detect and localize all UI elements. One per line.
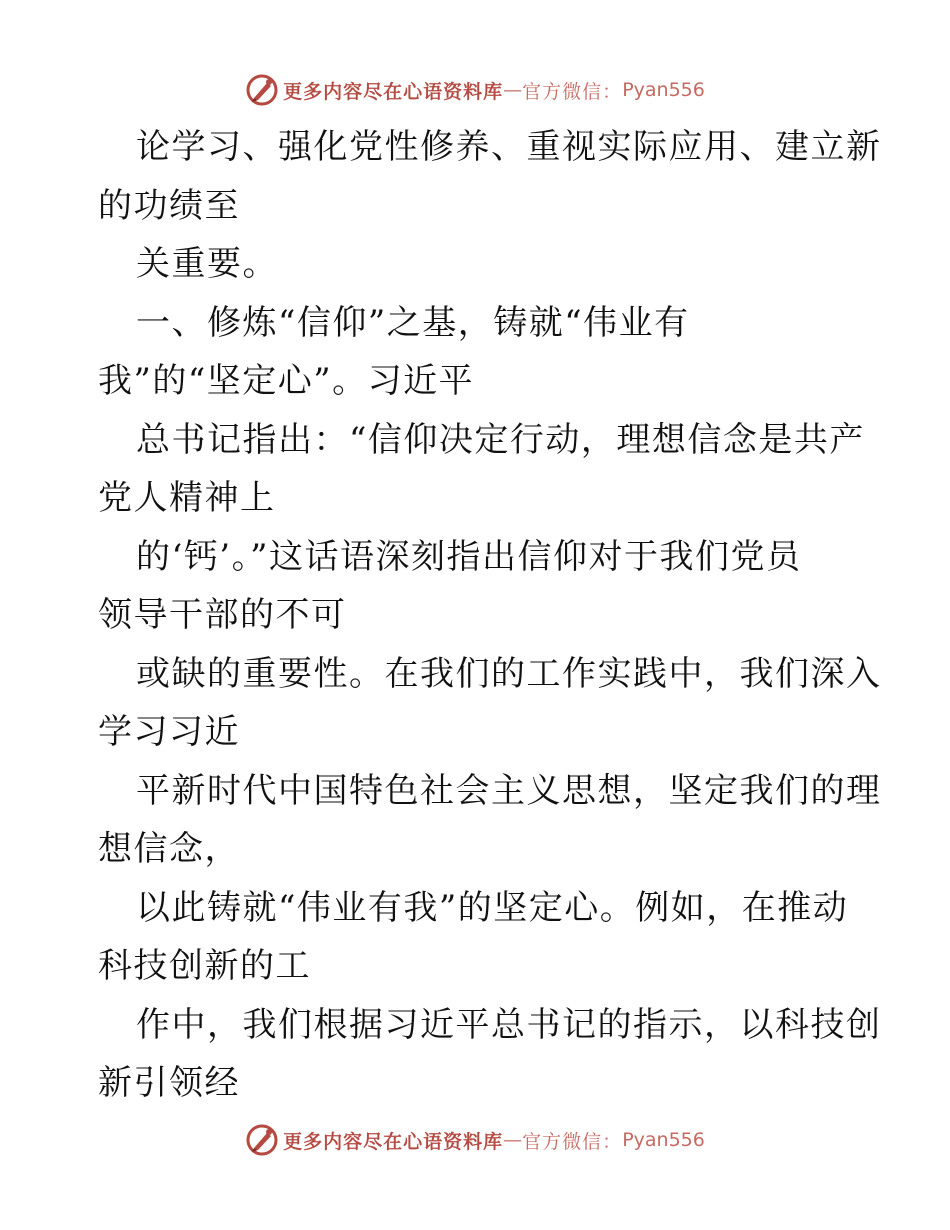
paragraph-line: 总书记指出：“信仰决定行动，理想信念是共产 [136,419,865,460]
paragraph-line: 想信念， [98,829,240,869]
watermark-wechat-label: 官方微信： [522,80,623,103]
paragraph-line: 科技创新的工 [98,946,311,986]
watermark-dash: — [503,1129,523,1151]
paragraph-line: 论学习、强化党性修养、重视实际应用、建立新 [136,127,882,167]
paragraph-line: 学习习近 [98,712,240,752]
footer-watermark [0,1120,950,1160]
watermark-wechat-handle: Pyan556 [622,79,705,101]
pen-quill-logo-icon [245,73,279,107]
pen-quill-logo-icon [245,1123,279,1157]
paragraph-line: 平新时代中国特色社会主义思想，坚定我们的理 [136,770,882,811]
watermark-wechat-label: 官方微信： [522,1130,623,1153]
document-body [98,118,882,1113]
paragraph-line: 领导干部的不可 [98,595,347,635]
paragraph-line: 新引领经 [98,1063,240,1103]
paragraph-line: 作中，我们根据习近平总书记的指示，以科技创 [136,1004,882,1045]
watermark-dash: — [503,79,523,101]
watermark-wechat-handle: Pyan556 [622,1129,705,1151]
watermark-main-text: 更多内容尽在心语资料库 [283,80,504,103]
paragraph-line: 我”的“坚定心”。习近平 [98,361,475,401]
paragraph-line: 一、修炼“信仰”之基，铸就“伟业有 [136,302,690,343]
paragraph-line: 的‘钙’。”这话语深刻指出信仰对于我们党员 [136,536,802,577]
paragraph-line: 党人精神上 [98,478,276,518]
paragraph-line: 或缺的重要性。在我们的工作实践中，我们深入 [136,653,882,694]
paragraph-line: 以此铸就“伟业有我”的坚定心。例如，在推动 [136,887,849,928]
header-watermark [0,70,950,110]
paragraph-line: 关重要。 [136,244,278,284]
paragraph-line: 的功绩至 [98,185,240,226]
watermark-main-text: 更多内容尽在心语资料库 [283,1130,504,1153]
